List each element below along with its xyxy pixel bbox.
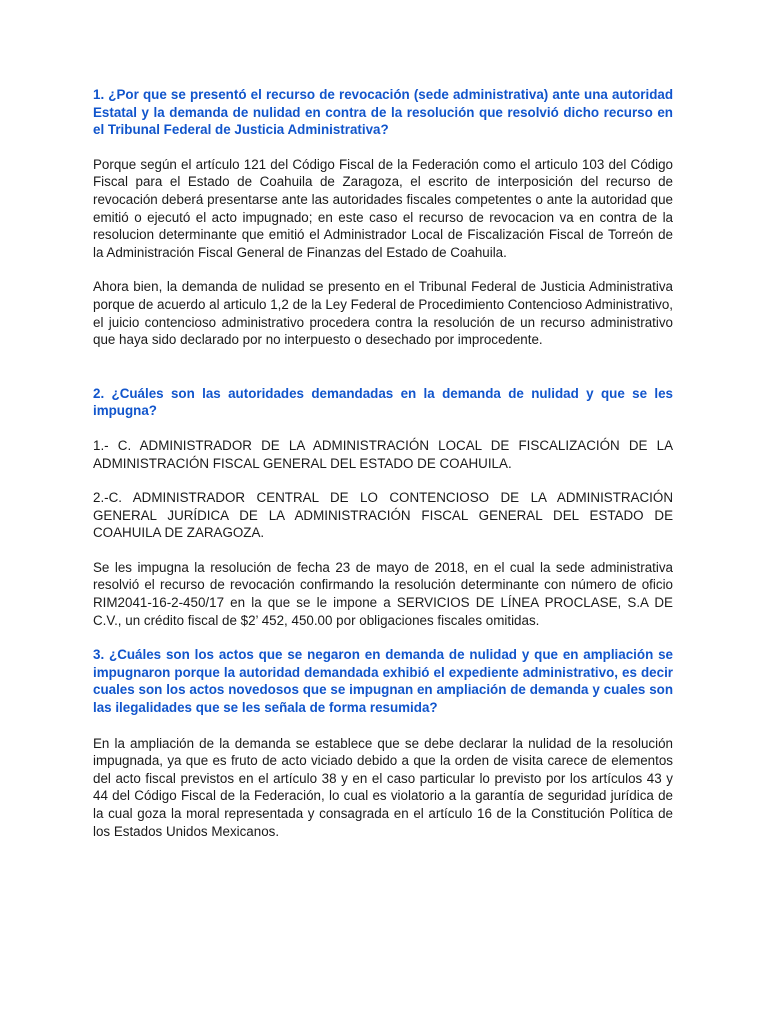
spacer: [93, 717, 673, 735]
spacer: [93, 349, 673, 385]
spacer: [93, 629, 673, 646]
spacer: [93, 420, 673, 437]
answer-2-paragraph-3: Se les impugna la resolución de fecha 23 de mayo de 2018, en el cual la sede administrativa resolvió el recurso de revocación confirmando la resolución determinante con número de oficio RIM2041-16-2-450/17 en la que se le impone a SERVICIOS DE LÍNEA PROCLASE, S.A DE C.V., un crédito fiscal de $2’ 452, 450.00 por obligaciones fiscales omitidas.: [93, 559, 673, 628]
spacer: [93, 139, 673, 156]
answer-1-paragraph-2: Ahora bien, la demanda de nulidad se presento en el Tribunal Federal de Justicia Administrativa porque de acuerdo al articulo 1,2 de la Ley Federal de Procedimiento Contencioso Administrativo, el juicio contencioso administrativo procedera contra la resolución de un recurso administrativo que haya sido declarado por no interpuesto o desechado por improcedente.: [93, 279, 673, 348]
question-2: 2. ¿Cuáles son las autoridades demandadas en la demanda de nulidad y que se les impugna?: [93, 385, 673, 419]
spacer: [93, 472, 673, 489]
answer-3-paragraph-1: En la ampliación de la demanda se establece que se debe declarar la nulidad de la resolución impugnada, ya que es fruto de acto viciado debido a que la orden de visita carece de elementos del acto fiscal previstos en el artículo 38 y en el caso particular lo previsto por los artículos 43 y 44 del Código Fiscal de la Federación, lo cual es violatorio a la garantía de seguridad jurídica de la cual goza la moral representada y consagrada en el artículo 16 de la Constitución Política de los Estados Unidos Mexicanos.: [93, 735, 673, 839]
spacer: [93, 542, 673, 559]
question-3: 3. ¿Cuáles son los actos que se negaron en demanda de nulidad y que en ampliación se impugnaron porque la autoridad demandada exhibió el expediente administrativo, es decir cuales son los actos novedosos que se impugnan en ampliación de demanda y cuales son las ilegalidades que se les señala de forma resumida?: [93, 647, 673, 716]
answer-2-authority-1: 1.- C. ADMINISTRADOR DE LA ADMINISTRACIÓN LOCAL DE FISCALIZACIÓN DE LA ADMINISTRACIÓN FISCAL GENERAL DEL ESTADO DE COAHUILA.: [93, 437, 673, 471]
answer-2-authority-2: 2.-C. ADMINISTRADOR CENTRAL DE LO CONTENCIOSO DE LA ADMINISTRACIÓN GENERAL JURÍDICA DE LA ADMINISTRACIÓN FISCAL GENERAL DEL ESTADO DE COAHUILA DE ZARAGOZA.: [93, 490, 673, 541]
spacer: [93, 261, 673, 278]
answer-1-paragraph-1: Porque según el artículo 121 del Código Fiscal de la Federación como el articulo 103 del Código Fiscal para el Estado de Coahuila de Zaragoza, el escrito de interposición del recurso de revocación deberá presentarse ante las autoridades fiscales competentes o ante la autoridad que emitió o ejecutó el acto impugnado; en este caso el recurso de revocacion va en contra de la resolucion determinante que emitió el Administrador Local de Fiscalización Fiscal de Torreón de la Administración Fiscal General de Finanzas del Estado de Coahuila.: [93, 156, 673, 260]
question-1: 1. ¿Por que se presentó el recurso de revocación (sede administrativa) ante una autoridad Estatal y la demanda de nulidad en contra de la resolución que resolvió dicho recurso en el Tribunal Federal de Justicia Administrativa?: [93, 87, 673, 138]
document-page: [93, 86, 673, 840]
